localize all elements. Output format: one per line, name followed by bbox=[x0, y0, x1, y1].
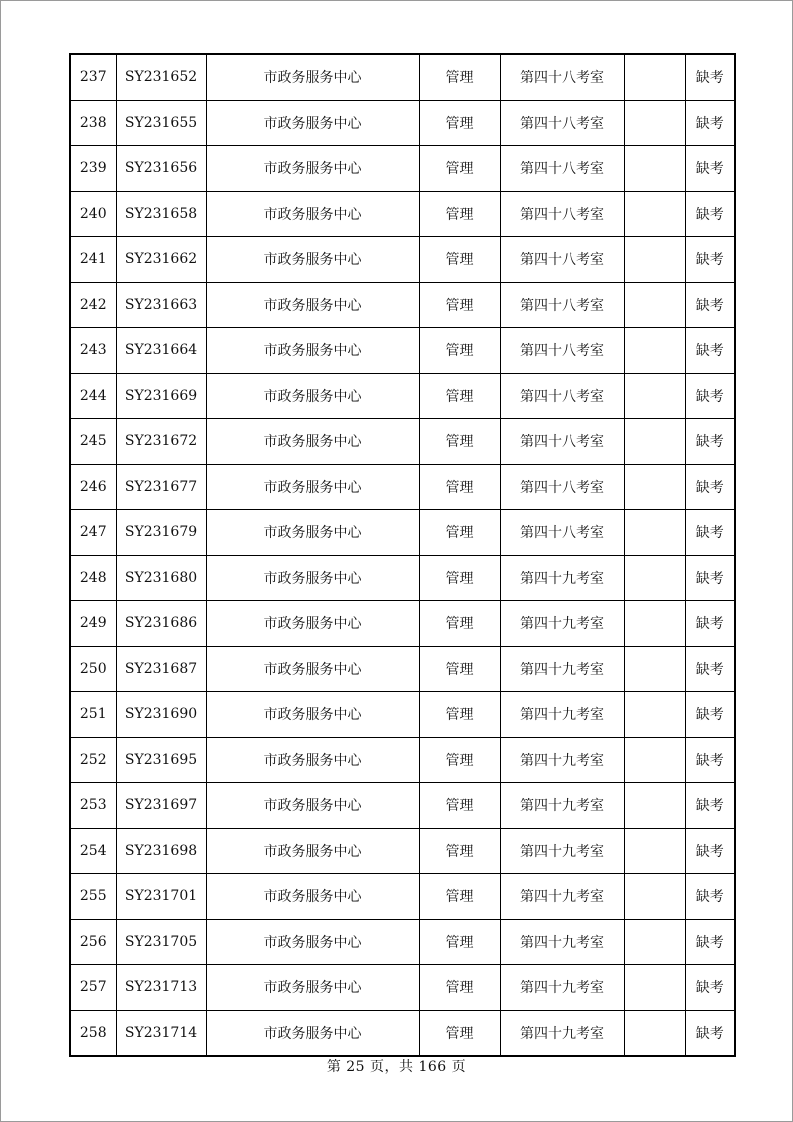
exam-room-cell: 第四十九考室 bbox=[500, 783, 624, 829]
unit-cell: 市政务服务中心 bbox=[206, 146, 419, 192]
candidate-id-cell: SY231690 bbox=[116, 692, 206, 738]
exam-room-cell: 第四十九考室 bbox=[500, 1010, 624, 1056]
status-cell: 缺考 bbox=[685, 282, 735, 328]
post-type-cell: 管理 bbox=[419, 282, 500, 328]
candidate-id-cell: SY231672 bbox=[116, 419, 206, 465]
unit-cell: 市政务服务中心 bbox=[206, 555, 419, 601]
post-type-cell: 管理 bbox=[419, 783, 500, 829]
status-cell: 缺考 bbox=[685, 919, 735, 965]
row-number-cell: 238 bbox=[70, 100, 116, 146]
exam-room-cell: 第四十八考室 bbox=[500, 328, 624, 374]
roster-table bbox=[69, 53, 736, 1057]
post-type-cell: 管理 bbox=[419, 191, 500, 237]
table-row bbox=[70, 464, 735, 510]
score-cell bbox=[624, 965, 685, 1011]
score-cell bbox=[624, 373, 685, 419]
unit-cell: 市政务服务中心 bbox=[206, 874, 419, 920]
row-number-cell: 237 bbox=[70, 54, 116, 100]
exam-room-cell: 第四十九考室 bbox=[500, 874, 624, 920]
status-cell: 缺考 bbox=[685, 328, 735, 374]
table-row bbox=[70, 419, 735, 465]
status-cell: 缺考 bbox=[685, 646, 735, 692]
row-number-cell: 247 bbox=[70, 510, 116, 556]
status-cell: 缺考 bbox=[685, 146, 735, 192]
table-row bbox=[70, 555, 735, 601]
status-cell: 缺考 bbox=[685, 555, 735, 601]
status-cell: 缺考 bbox=[685, 874, 735, 920]
score-cell bbox=[624, 1010, 685, 1056]
score-cell bbox=[624, 555, 685, 601]
post-type-cell: 管理 bbox=[419, 646, 500, 692]
row-number-cell: 250 bbox=[70, 646, 116, 692]
candidate-id-cell: SY231669 bbox=[116, 373, 206, 419]
status-cell: 缺考 bbox=[685, 828, 735, 874]
status-cell: 缺考 bbox=[685, 237, 735, 283]
table-row bbox=[70, 601, 735, 647]
row-number-cell: 255 bbox=[70, 874, 116, 920]
exam-room-cell: 第四十八考室 bbox=[500, 419, 624, 465]
status-cell: 缺考 bbox=[685, 601, 735, 647]
exam-room-cell: 第四十九考室 bbox=[500, 692, 624, 738]
score-cell bbox=[624, 874, 685, 920]
table-row bbox=[70, 237, 735, 283]
score-cell bbox=[624, 282, 685, 328]
candidate-id-cell: SY231705 bbox=[116, 919, 206, 965]
post-type-cell: 管理 bbox=[419, 328, 500, 374]
table-row bbox=[70, 1010, 735, 1056]
status-cell: 缺考 bbox=[685, 783, 735, 829]
unit-cell: 市政务服务中心 bbox=[206, 601, 419, 647]
status-cell: 缺考 bbox=[685, 1010, 735, 1056]
candidate-id-cell: SY231656 bbox=[116, 146, 206, 192]
row-number-cell: 257 bbox=[70, 965, 116, 1011]
status-cell: 缺考 bbox=[685, 510, 735, 556]
post-type-cell: 管理 bbox=[419, 100, 500, 146]
candidate-id-cell: SY231663 bbox=[116, 282, 206, 328]
score-cell bbox=[624, 464, 685, 510]
score-cell bbox=[624, 100, 685, 146]
candidate-id-cell: SY231698 bbox=[116, 828, 206, 874]
post-type-cell: 管理 bbox=[419, 874, 500, 920]
table-row bbox=[70, 965, 735, 1011]
status-cell: 缺考 bbox=[685, 373, 735, 419]
exam-room-cell: 第四十八考室 bbox=[500, 100, 624, 146]
candidate-id-cell: SY231687 bbox=[116, 646, 206, 692]
row-number-cell: 253 bbox=[70, 783, 116, 829]
unit-cell: 市政务服务中心 bbox=[206, 965, 419, 1011]
row-number-cell: 241 bbox=[70, 237, 116, 283]
unit-cell: 市政务服务中心 bbox=[206, 919, 419, 965]
candidate-id-cell: SY231677 bbox=[116, 464, 206, 510]
table-row bbox=[70, 54, 735, 100]
score-cell bbox=[624, 828, 685, 874]
exam-room-cell: 第四十八考室 bbox=[500, 510, 624, 556]
exam-room-cell: 第四十八考室 bbox=[500, 237, 624, 283]
score-cell bbox=[624, 54, 685, 100]
row-number-cell: 258 bbox=[70, 1010, 116, 1056]
row-number-cell: 243 bbox=[70, 328, 116, 374]
table-row bbox=[70, 828, 735, 874]
exam-room-cell: 第四十八考室 bbox=[500, 146, 624, 192]
score-cell bbox=[624, 191, 685, 237]
table-row bbox=[70, 692, 735, 738]
exam-room-cell: 第四十九考室 bbox=[500, 646, 624, 692]
score-cell bbox=[624, 237, 685, 283]
page-footer: 第 25 页，共 166 页 bbox=[326, 1059, 467, 1075]
unit-cell: 市政务服务中心 bbox=[206, 419, 419, 465]
exam-room-cell: 第四十九考室 bbox=[500, 737, 624, 783]
post-type-cell: 管理 bbox=[419, 737, 500, 783]
unit-cell: 市政务服务中心 bbox=[206, 464, 419, 510]
exam-room-cell: 第四十九考室 bbox=[500, 828, 624, 874]
score-cell bbox=[624, 146, 685, 192]
status-cell: 缺考 bbox=[685, 464, 735, 510]
row-number-cell: 249 bbox=[70, 601, 116, 647]
candidate-id-cell: SY231658 bbox=[116, 191, 206, 237]
post-type-cell: 管理 bbox=[419, 510, 500, 556]
exam-room-cell: 第四十八考室 bbox=[500, 191, 624, 237]
unit-cell: 市政务服务中心 bbox=[206, 692, 419, 738]
candidate-id-cell: SY231714 bbox=[116, 1010, 206, 1056]
unit-cell: 市政务服务中心 bbox=[206, 510, 419, 556]
unit-cell: 市政务服务中心 bbox=[206, 373, 419, 419]
status-cell: 缺考 bbox=[685, 692, 735, 738]
unit-cell: 市政务服务中心 bbox=[206, 237, 419, 283]
post-type-cell: 管理 bbox=[419, 419, 500, 465]
unit-cell: 市政务服务中心 bbox=[206, 1010, 419, 1056]
table-row bbox=[70, 191, 735, 237]
post-type-cell: 管理 bbox=[419, 54, 500, 100]
exam-room-cell: 第四十八考室 bbox=[500, 373, 624, 419]
table-row bbox=[70, 510, 735, 556]
unit-cell: 市政务服务中心 bbox=[206, 646, 419, 692]
row-number-cell: 244 bbox=[70, 373, 116, 419]
table-row bbox=[70, 783, 735, 829]
score-cell bbox=[624, 419, 685, 465]
row-number-cell: 254 bbox=[70, 828, 116, 874]
score-cell bbox=[624, 328, 685, 374]
row-number-cell: 245 bbox=[70, 419, 116, 465]
candidate-id-cell: SY231695 bbox=[116, 737, 206, 783]
score-cell bbox=[624, 646, 685, 692]
unit-cell: 市政务服务中心 bbox=[206, 54, 419, 100]
status-cell: 缺考 bbox=[685, 191, 735, 237]
exam-room-cell: 第四十九考室 bbox=[500, 555, 624, 601]
candidate-id-cell: SY231680 bbox=[116, 555, 206, 601]
unit-cell: 市政务服务中心 bbox=[206, 828, 419, 874]
row-number-cell: 240 bbox=[70, 191, 116, 237]
row-number-cell: 248 bbox=[70, 555, 116, 601]
post-type-cell: 管理 bbox=[419, 146, 500, 192]
table-row bbox=[70, 737, 735, 783]
post-type-cell: 管理 bbox=[419, 1010, 500, 1056]
post-type-cell: 管理 bbox=[419, 692, 500, 738]
status-cell: 缺考 bbox=[685, 54, 735, 100]
unit-cell: 市政务服务中心 bbox=[206, 191, 419, 237]
table-row bbox=[70, 146, 735, 192]
status-cell: 缺考 bbox=[685, 965, 735, 1011]
status-cell: 缺考 bbox=[685, 100, 735, 146]
candidate-id-cell: SY231679 bbox=[116, 510, 206, 556]
table-row bbox=[70, 328, 735, 374]
row-number-cell: 242 bbox=[70, 282, 116, 328]
post-type-cell: 管理 bbox=[419, 555, 500, 601]
table-row bbox=[70, 282, 735, 328]
table-row bbox=[70, 373, 735, 419]
post-type-cell: 管理 bbox=[419, 464, 500, 510]
post-type-cell: 管理 bbox=[419, 828, 500, 874]
post-type-cell: 管理 bbox=[419, 965, 500, 1011]
table-row bbox=[70, 646, 735, 692]
status-cell: 缺考 bbox=[685, 737, 735, 783]
candidate-id-cell: SY231697 bbox=[116, 783, 206, 829]
score-cell bbox=[624, 692, 685, 738]
exam-room-cell: 第四十八考室 bbox=[500, 54, 624, 100]
unit-cell: 市政务服务中心 bbox=[206, 737, 419, 783]
candidate-id-cell: SY231686 bbox=[116, 601, 206, 647]
unit-cell: 市政务服务中心 bbox=[206, 282, 419, 328]
exam-room-cell: 第四十八考室 bbox=[500, 464, 624, 510]
score-cell bbox=[624, 919, 685, 965]
unit-cell: 市政务服务中心 bbox=[206, 783, 419, 829]
row-number-cell: 239 bbox=[70, 146, 116, 192]
roster-body bbox=[70, 54, 735, 1056]
row-number-cell: 252 bbox=[70, 737, 116, 783]
candidate-id-cell: SY231664 bbox=[116, 328, 206, 374]
candidate-id-cell: SY231713 bbox=[116, 965, 206, 1011]
table-row bbox=[70, 874, 735, 920]
row-number-cell: 251 bbox=[70, 692, 116, 738]
table-row bbox=[70, 100, 735, 146]
candidate-id-cell: SY231701 bbox=[116, 874, 206, 920]
row-number-cell: 246 bbox=[70, 464, 116, 510]
exam-room-cell: 第四十九考室 bbox=[500, 965, 624, 1011]
candidate-id-cell: SY231662 bbox=[116, 237, 206, 283]
unit-cell: 市政务服务中心 bbox=[206, 328, 419, 374]
score-cell bbox=[624, 601, 685, 647]
post-type-cell: 管理 bbox=[419, 919, 500, 965]
row-number-cell: 256 bbox=[70, 919, 116, 965]
score-cell bbox=[624, 737, 685, 783]
unit-cell: 市政务服务中心 bbox=[206, 100, 419, 146]
post-type-cell: 管理 bbox=[419, 237, 500, 283]
exam-room-cell: 第四十九考室 bbox=[500, 919, 624, 965]
post-type-cell: 管理 bbox=[419, 601, 500, 647]
table-row bbox=[70, 919, 735, 965]
candidate-id-cell: SY231655 bbox=[116, 100, 206, 146]
exam-room-cell: 第四十八考室 bbox=[500, 282, 624, 328]
score-cell bbox=[624, 510, 685, 556]
post-type-cell: 管理 bbox=[419, 373, 500, 419]
score-cell bbox=[624, 783, 685, 829]
candidate-id-cell: SY231652 bbox=[116, 54, 206, 100]
exam-room-cell: 第四十九考室 bbox=[500, 601, 624, 647]
status-cell: 缺考 bbox=[685, 419, 735, 465]
